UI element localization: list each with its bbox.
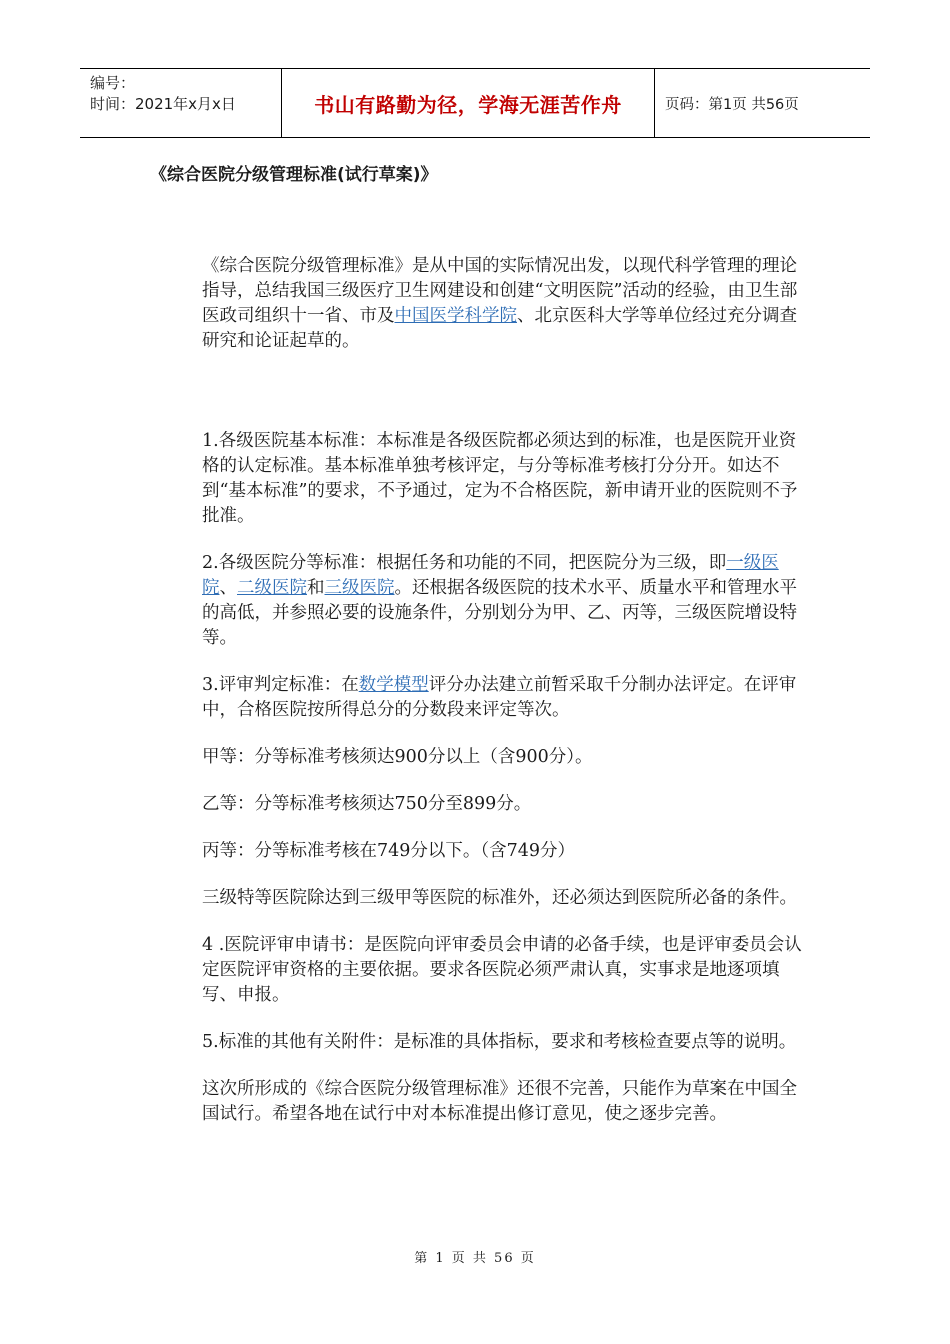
intro-text-2: 、北京医科大学等单位经过充分调查研究和论证起草的。 bbox=[202, 306, 797, 351]
number-label: 编号： bbox=[90, 74, 136, 92]
page-info: 页码：第1页 共56页 bbox=[665, 96, 799, 113]
item-4-paragraph: 4 .医院评审申请书：是医院向评审委员会申请的必备手续，也是评审委员会认定医院评审资格的主要依据。要求各医院必须严肃认真，实事求是地逐项填写、申报。 bbox=[202, 935, 802, 1005]
header-table bbox=[80, 68, 870, 138]
item-3-text-1: 3.评审判定标准：在 bbox=[202, 675, 359, 695]
grade-b-paragraph: 乙等：分等标准考核须达750分至899分。 bbox=[202, 794, 532, 814]
grade-a-paragraph: 甲等：分等标准考核须达900分以上（含900分）。 bbox=[202, 747, 593, 767]
link-level-2-hospital[interactable]: 二级医院 bbox=[237, 578, 307, 598]
item-2-paragraph bbox=[202, 551, 802, 651]
link-level-3-hospital[interactable]: 三级医院 bbox=[324, 578, 395, 598]
header-meta-cell bbox=[80, 69, 282, 137]
item-3-paragraph bbox=[202, 673, 802, 723]
document-title: 《综合医院分级管理标准(试行草案)》 bbox=[150, 165, 438, 185]
intro-text-1: 《综合医院分级管理标准》是从中国的实际情况出发，以现代科学管理的理论指导，总结我国三级医疗卫生网建设和创建“文明医院”活动的经验，由卫生部医政司组织十一省、市及 bbox=[202, 256, 798, 326]
link-level-1-hospital[interactable]: 一级医院 bbox=[202, 553, 779, 598]
item-1-paragraph: 1.各级医院基本标准：本标准是各级医院都必须达到的标准，也是医院开业资格的认定标准。基本标准单独考核评定，与分等标准考核打分分开。如达不到“基本标准”的要求，不予通过，定为不合格医院，新申请开业的医院则不予批准。 bbox=[202, 431, 798, 526]
item-2-text-4: 。还根据各级医院的技术水平、质量水平和管理水平的高低，并参照必要的设施条件，分别划分为甲、乙、丙等，三级医院增设特等。 bbox=[202, 578, 797, 648]
link-cams[interactable]: 中国医学科学院 bbox=[394, 306, 517, 326]
link-math-model[interactable]: 数学模型 bbox=[358, 675, 429, 695]
page-footer: 第 1 页 共 56 页 bbox=[414, 1251, 536, 1266]
special-grade-paragraph: 三级特等医院除达到三级甲等医院的标准外，还必须达到医院所必备的条件。 bbox=[202, 888, 797, 908]
document-body bbox=[202, 254, 802, 1127]
item-2-text-3: 和 bbox=[307, 578, 325, 598]
grade-c-paragraph: 丙等：分等标准考核在749分以下。（含749分） bbox=[202, 841, 576, 861]
item-2-text-2: 、 bbox=[219, 578, 237, 598]
closing-paragraph: 这次所形成的《综合医院分级管理标准》还很不完善，只能作为草案在中国全国试行。希望各地在试行中对本标准提出修订意见，使之逐步完善。 bbox=[202, 1079, 797, 1124]
item-5-paragraph: 5.标准的其他有关附件：是标准的具体指标，要求和考核检查要点等的说明。 bbox=[202, 1032, 797, 1052]
item-2-text-1: 2.各级医院分等标准：根据任务和功能的不同，把医院分为三级，即 bbox=[202, 553, 727, 573]
intro-paragraph bbox=[202, 254, 802, 354]
time-label: 时间：2021年x月x日 bbox=[90, 95, 236, 113]
motto: 书山有路勤为径，学海无涯苦作舟 bbox=[282, 69, 655, 137]
item-3-text-2: 评分办法建立前暂采取千分制办法评定。在评审中，合格医院按所得总分的分数段来评定等次。 bbox=[202, 675, 797, 720]
